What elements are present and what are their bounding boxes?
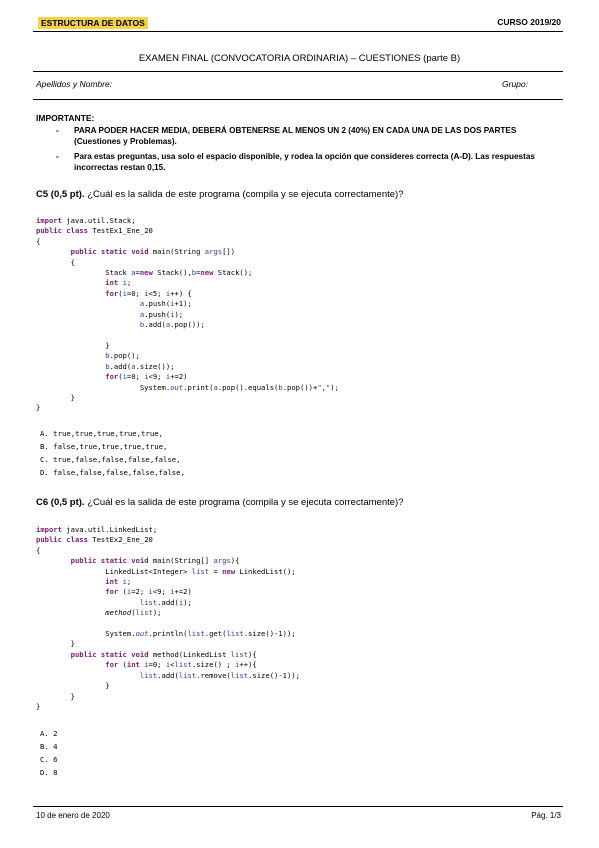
question-c6-options	[40, 727, 58, 779]
important-title: IMPORTANTE:	[36, 113, 95, 123]
question-c5-id: C5 (0,5 pt).	[36, 189, 85, 200]
page-number: Pág. 1/3	[531, 811, 561, 820]
option-c6-c[interactable]: C. 6	[40, 755, 58, 764]
title-divider	[33, 71, 563, 72]
course-name: ESTRUCTURA DE DATOS	[38, 17, 148, 29]
question-c5-heading	[36, 189, 404, 200]
name-field-label: Apellidos y Nombre:	[36, 79, 113, 89]
important-bullet-1: - PARA PODER HACER MEDIA, DEBERÁ OBTENERSE AL MENOS UN 2 (40%) EN CADA UNA DE LAS DOS PARTES (Cuestiones y Problemas).	[56, 126, 517, 146]
option-c6-b[interactable]: B. 4	[40, 742, 58, 751]
option-c5-a[interactable]: A. true,true,true,true,true,	[40, 429, 164, 438]
important-bullet-2: - Para estas preguntas, usa solo el espacio disponible, y rodea la opción que consideres correcta (A-D). Las respuestas incorrectas restan 0,15.	[56, 152, 535, 172]
header-divider	[33, 31, 563, 32]
question-c5-options	[40, 427, 185, 479]
group-field-label: Grupo:	[502, 79, 528, 89]
name-divider	[33, 99, 563, 100]
footer-date: 10 de enero de 2020	[36, 811, 110, 820]
course-year: CURSO 2019/20	[497, 17, 561, 27]
question-c5-code: import java.util.Stack; public class TestEx1_Ene_20 { public static void main(String args[]) { Stack a=new Stack(),b=new Stack(); int i; for(i=0; i<5; i++) { a.push(i+1); a.push(i); b.add(a.pop()); } b.pop(); b.add(a.size()); for(i=0; i<9; i+=2) System.out.print(a.pop().equals(b.pop())+","); } }	[36, 216, 339, 413]
question-c6-heading	[36, 497, 404, 508]
question-c5-text: ¿Cuál es la salida de este programa (compila y se ejecuta correctamente)?	[87, 189, 404, 200]
option-c6-d[interactable]: D. 8	[40, 768, 58, 777]
question-c6-text: ¿Cuál es la salida de este programa (compila y se ejecuta correctamente)?	[87, 497, 404, 508]
option-c5-b[interactable]: B. false,true,true,true,true,	[40, 442, 168, 451]
footer-divider	[33, 806, 563, 807]
question-c6-id: C6 (0,5 pt).	[36, 497, 85, 508]
option-c5-c[interactable]: C. true,false,false,false,false,	[40, 455, 181, 464]
option-c5-d[interactable]: D. false,false,false,false,false,	[40, 468, 185, 477]
option-c6-a[interactable]: A. 2	[40, 729, 58, 738]
exam-title: EXAMEN FINAL (CONVOCATORIA ORDINARIA) – CUESTIONES (parte B)	[138, 53, 461, 64]
question-c6-code: import java.util.LinkedList; public class TestEx2_Ene_20 { public static void main(String[] args){ LinkedList<Integer> list = new LinkedList(); int i; for (i=2; i<9; i+=2) list.add(i); method(list); System.out.println(list.get(list.size()-1)); } public static void method(LinkedList list){ for (int i=0; i<list.size() ; i++){ list.add(list.remove(list.size()-1)); } } }	[36, 525, 300, 711]
